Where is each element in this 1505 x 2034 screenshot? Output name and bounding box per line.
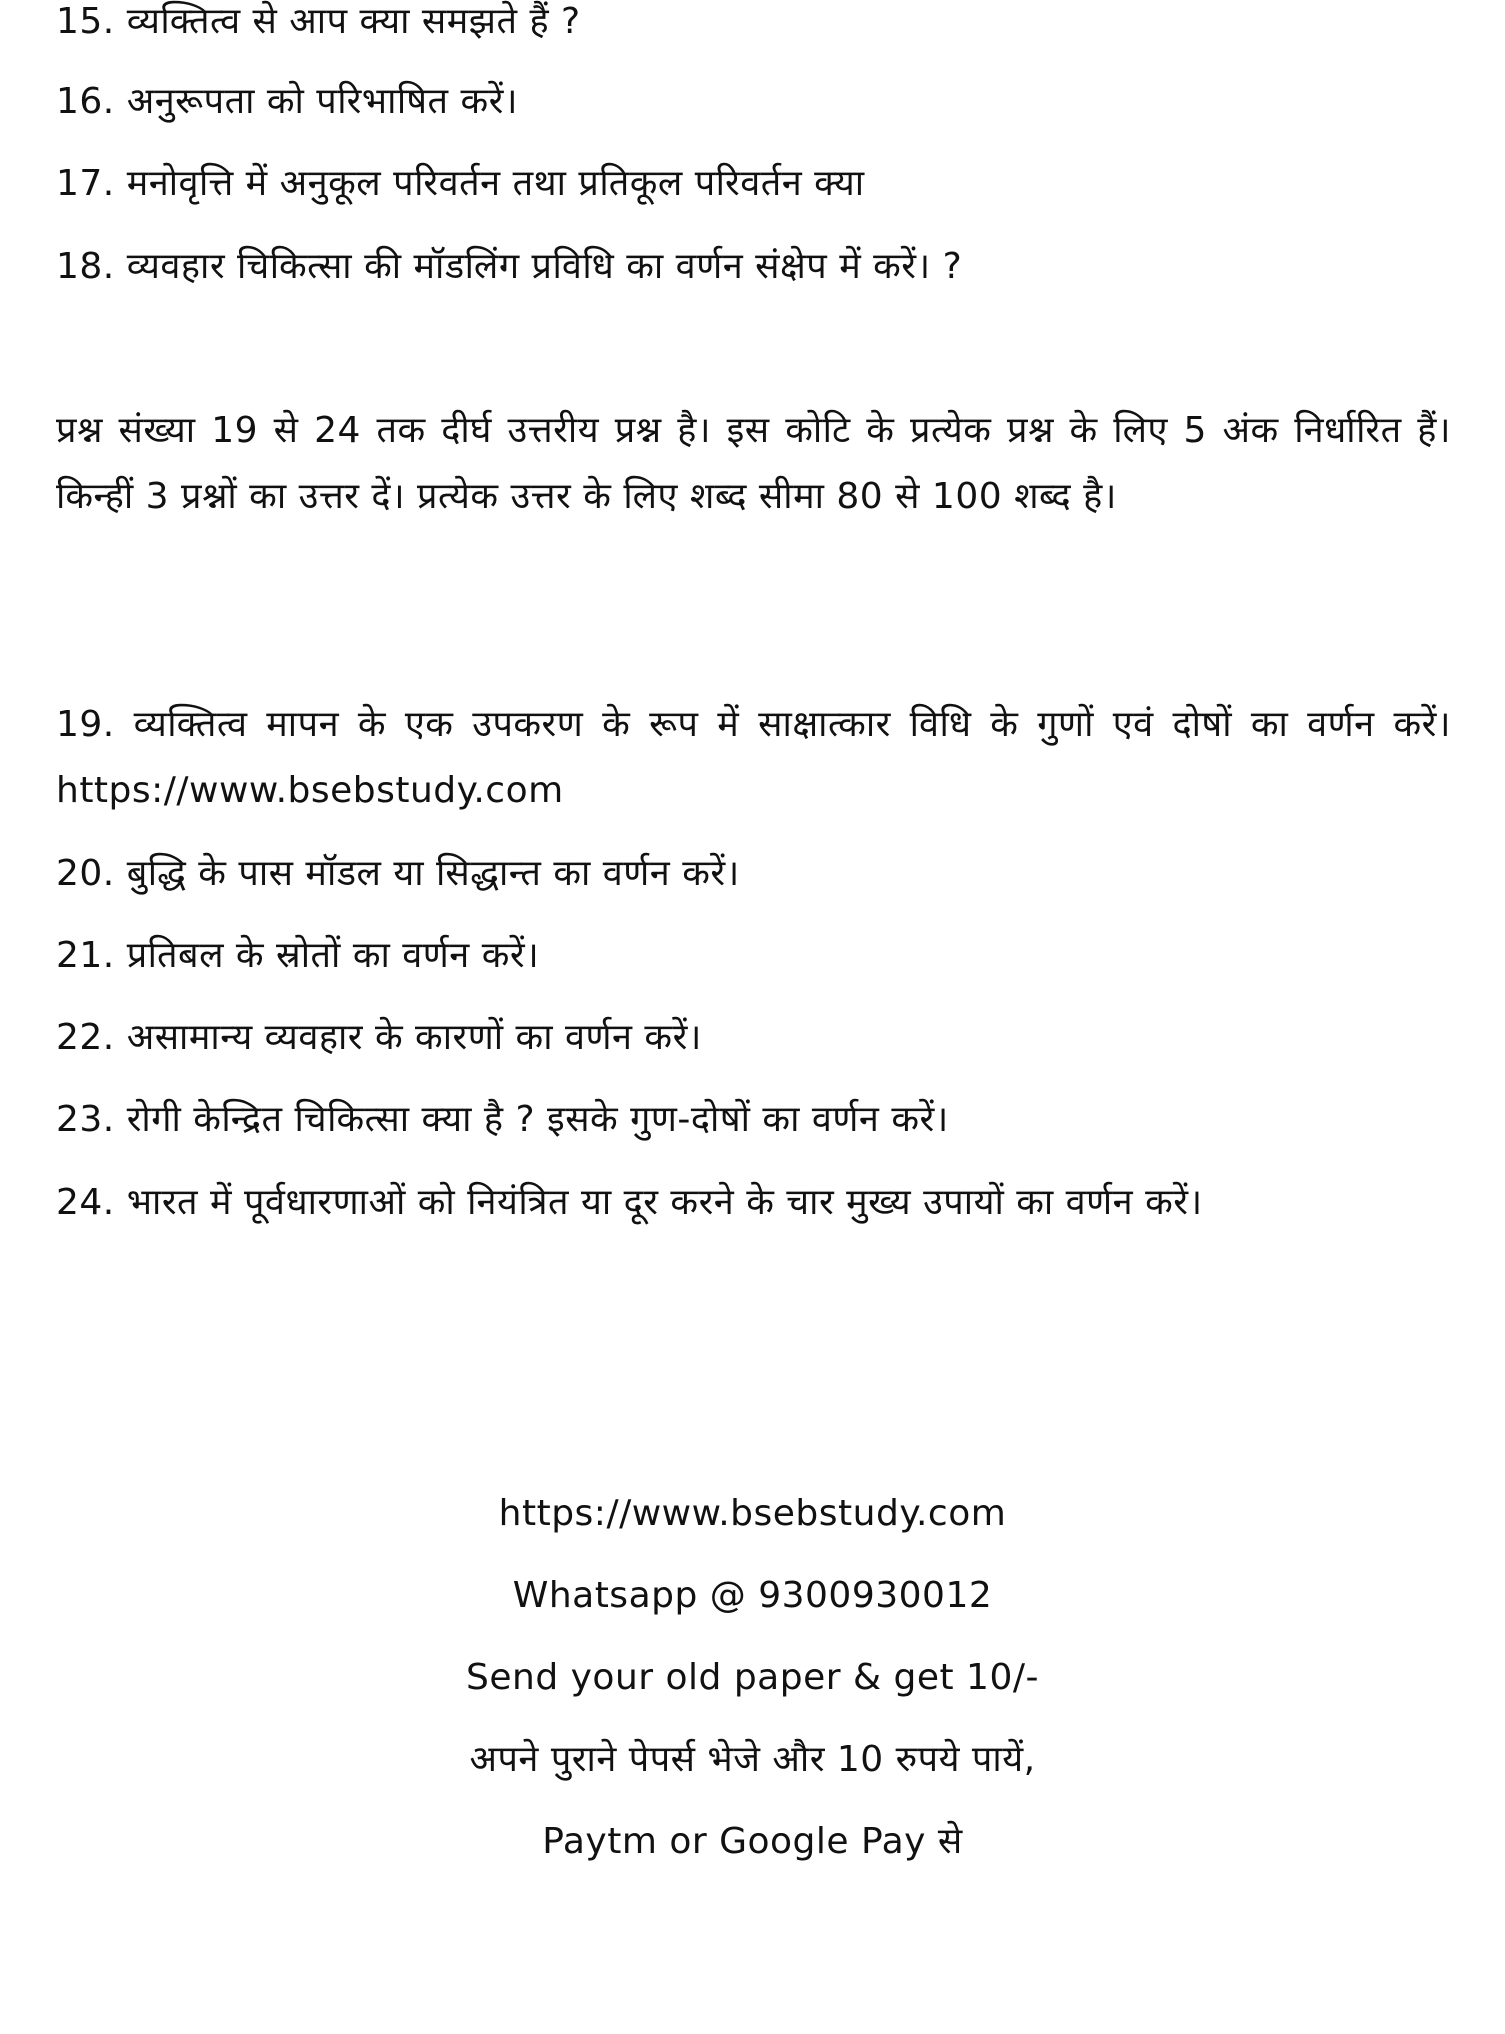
footer-offer-english: Send your old paper & get 10/- <box>466 1657 1039 1698</box>
footer-website-link[interactable]: https://www.bsebstudy.com <box>498 1493 1007 1534</box>
question-20: 20. बुद्धि के पास मॉडल या सिद्धान्त का वर्णन करें। <box>56 853 740 894</box>
section-instructions: प्रश्न संख्या 19 से 24 तक दीर्घ उत्तरीय प्रश्न है। इस कोटि के प्रत्येक प्रश्न के लिए 5 अंक निर्धारित हैं। किन्हीं 3 प्रश्नों का उत्तर दें। प्रत्येक उत्तर के लिए शब्द सीमा 80 से 100 शब्द है। <box>56 410 1451 517</box>
question-24: 24. भारत में पूर्वधारणाओं को नियंत्रित या दूर करने के चार मुख्य उपायों का वर्णन करें। <box>56 1182 1203 1223</box>
question-15: 15. व्यक्तित्व से आप क्या समझते हैं ? <box>56 1 581 42</box>
question-23: 23. रोगी केन्द्रित चिकित्सा क्या है ? इसके गुण-दोषों का वर्णन करें। <box>56 1099 949 1140</box>
question-16: 16. अनुरूपता को परिभाषित करें। <box>56 81 519 122</box>
question-18: 18. व्यवहार चिकित्सा की मॉडलिंग प्रविधि का वर्णन संक्षेप में करें। ? <box>56 246 963 287</box>
footer-whatsapp: Whatsapp @ 9300930012 <box>512 1575 993 1616</box>
question-21: 21. प्रतिबल के स्रोतों का वर्णन करें। <box>56 935 540 976</box>
footer-offer-hindi: अपने पुराने पेपर्स भेजे और 10 रुपये पायें, <box>469 1739 1036 1780</box>
question-17: 17. मनोवृत्ति में अनुकूल परिवर्तन तथा प्रतिकूल परिवर्तन क्या <box>56 163 865 204</box>
question-22: 22. असामान्य व्यवहार के कारणों का वर्णन करें। <box>56 1017 702 1058</box>
footer-payment-methods: Paytm or Google Pay से <box>542 1821 963 1862</box>
question-19: 19. व्यक्तित्व मापन के एक उपकरण के रूप में साक्षात्कार विधि के गुणों एवं दोषों का वर्णन करें। https://www.bsebstudy.com <box>56 704 1451 811</box>
